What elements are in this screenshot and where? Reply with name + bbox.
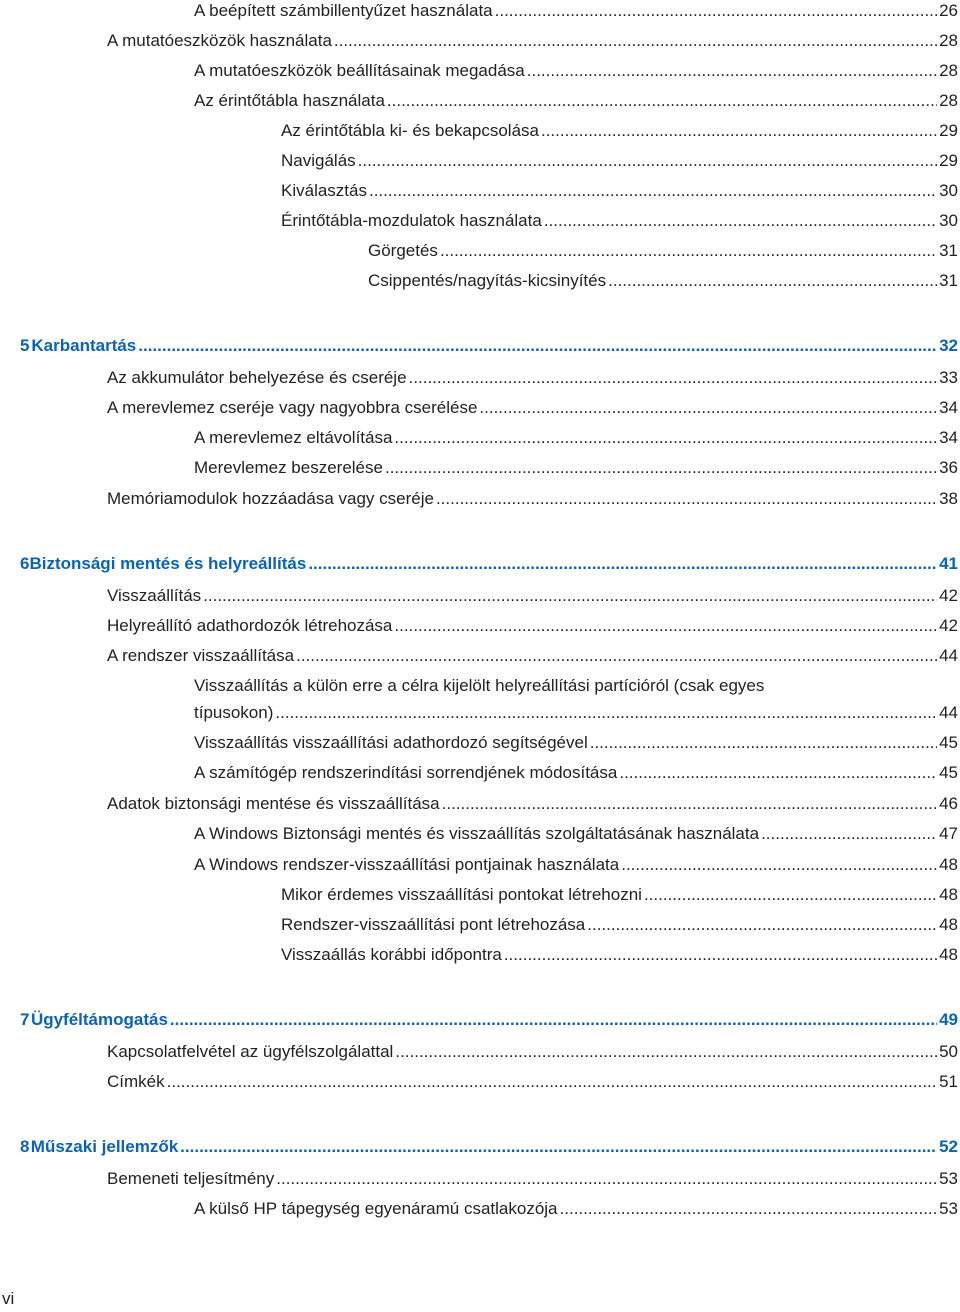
- toc-entry[interactable]: [107, 1071, 958, 1093]
- dot-leader: [495, 0, 937, 22]
- toc-page-number: 52: [939, 1137, 958, 1156]
- toc-entry[interactable]: [194, 0, 958, 22]
- toc-page-number: 50: [939, 1042, 958, 1061]
- toc-entry[interactable]: [194, 1198, 958, 1220]
- toc-entry[interactable]: [368, 270, 958, 292]
- toc-entry-title: Kapcsolatfelvétel az ügyfélszolgálattal: [107, 1042, 394, 1061]
- toc-entry-title: Bemeneti teljesítmény: [107, 1169, 275, 1188]
- dot-leader: [587, 914, 937, 936]
- chapter-number: 6: [20, 554, 30, 573]
- toc-entry[interactable]: [107, 645, 958, 667]
- toc-chapter[interactable]: [20, 1009, 958, 1031]
- toc-entry-title: Címkék: [107, 1072, 165, 1091]
- toc-entry[interactable]: [107, 30, 958, 52]
- toc-page-number: 28: [939, 61, 958, 80]
- dot-leader: [385, 457, 937, 479]
- toc-page-number: 48: [939, 945, 958, 964]
- toc-entry[interactable]: [281, 150, 958, 172]
- toc-entry[interactable]: [107, 397, 958, 419]
- toc-chapter[interactable]: [20, 1136, 958, 1158]
- dot-leader: [527, 60, 937, 82]
- page-number: vi: [2, 1289, 15, 1308]
- dot-leader: [394, 615, 937, 637]
- toc-entry-title: Ügyféltámogatás: [30, 1010, 168, 1029]
- toc-page-number: 53: [939, 1199, 958, 1218]
- toc-entry-title: Karbantartás: [31, 336, 137, 355]
- toc-entry-title: A beépített számbillentyűzet használata: [194, 1, 493, 20]
- toc-page-number: 46: [939, 794, 958, 813]
- toc-page-number: 32: [939, 336, 958, 355]
- toc-entry-title: Mikor érdemes visszaállítási pontokat létrehozni: [281, 885, 642, 904]
- toc-page-number: 28: [939, 91, 958, 110]
- toc-entry[interactable]: [281, 884, 958, 906]
- dot-leader: [387, 90, 937, 112]
- toc-page-number: 31: [939, 241, 958, 260]
- dot-leader: [608, 270, 937, 292]
- toc-entry-title: A számítógép rendszerindítási sorrendjének módosítása: [194, 763, 618, 782]
- dot-leader: [395, 1041, 937, 1063]
- toc-entry[interactable]: [194, 60, 958, 82]
- toc-entry-title: Adatok biztonsági mentése és visszaállítása: [107, 794, 440, 813]
- dot-leader: [203, 585, 937, 607]
- toc-entry-title-line: Visszaállítás a külön erre a célra kijelölt helyreállítási partícióról (csak egyes: [194, 676, 765, 695]
- toc-entry-title: Visszaállítás visszaállítási adathordozó segítségével: [194, 733, 588, 752]
- toc-entry-title: Műszaki jellemzők: [30, 1137, 179, 1156]
- toc-page-number: 36: [939, 458, 958, 477]
- toc-entry-title: A külső HP tápegység egyenáramú csatlakozója: [194, 1199, 558, 1218]
- toc-entry-title: Helyreállító adathordozók létrehozása: [107, 616, 393, 635]
- toc-page-number: 42: [939, 616, 958, 635]
- dot-leader: [275, 702, 937, 724]
- toc-entry-title: típusokon): [194, 703, 274, 722]
- dot-leader: [619, 762, 937, 784]
- toc-page-number: 34: [939, 428, 958, 447]
- toc-entry[interactable]: [107, 1041, 958, 1063]
- toc-page-number: 30: [939, 211, 958, 230]
- dot-leader: [334, 30, 937, 52]
- dot-leader: [180, 1136, 937, 1158]
- toc-entry-title: Visszaállás korábbi időpontra: [281, 945, 502, 964]
- toc-page-number: 48: [939, 885, 958, 904]
- dot-leader: [590, 732, 937, 754]
- toc-page-number: 34: [939, 398, 958, 417]
- toc-entry[interactable]: [368, 240, 958, 262]
- dot-leader: [409, 367, 938, 389]
- dot-leader: [436, 488, 937, 510]
- dot-leader: [170, 1009, 937, 1031]
- toc-page-number: 48: [939, 855, 958, 874]
- toc-entry[interactable]: [107, 585, 958, 607]
- toc-entry[interactable]: [107, 1168, 958, 1190]
- toc-entry-title: Az érintőtábla ki- és bekapcsolása: [281, 121, 539, 140]
- toc-entry[interactable]: [281, 120, 958, 142]
- dot-leader: [167, 1071, 937, 1093]
- dot-leader: [544, 210, 937, 232]
- toc-entry-title: A mutatóeszközök beállításainak megadása: [194, 61, 525, 80]
- toc-entry[interactable]: [107, 615, 958, 637]
- toc-entry[interactable]: [281, 944, 958, 966]
- toc-page-number: 45: [939, 763, 958, 782]
- toc-page-number: 30: [939, 181, 958, 200]
- toc-entry-title: Az akkumulátor behelyezése és cseréje: [107, 368, 407, 387]
- toc-page-number: 51: [939, 1072, 958, 1091]
- toc-entry[interactable]: [194, 823, 958, 845]
- toc-entry[interactable]: [194, 854, 958, 876]
- toc-page-number: 29: [939, 151, 958, 170]
- toc-page-number: 31: [939, 271, 958, 290]
- toc-page-number: 53: [939, 1169, 958, 1188]
- toc-entry[interactable]: [107, 367, 958, 389]
- toc-entry-title: Kiválasztás: [281, 181, 367, 200]
- toc-entry[interactable]: [194, 732, 958, 754]
- toc-page-number: 33: [939, 368, 958, 387]
- toc-page-number: 41: [939, 554, 958, 573]
- toc-page-number: 29: [939, 121, 958, 140]
- toc-entry-title: Memóriamodulok hozzáadása vagy cseréje: [107, 489, 434, 508]
- toc-entry[interactable]: [194, 762, 958, 784]
- toc-entry-title: Navigálás: [281, 151, 356, 170]
- toc-entry[interactable]: [281, 180, 958, 202]
- toc-page-number: 44: [939, 703, 958, 722]
- dot-leader: [308, 553, 937, 575]
- toc-entry[interactable]: [107, 488, 958, 510]
- toc-entry-title: A Windows Biztonsági mentés és visszaállítás szolgáltatásának használata: [194, 824, 760, 843]
- toc-page-number: 42: [939, 586, 958, 605]
- dot-leader: [541, 120, 937, 142]
- toc-entry-title: Rendszer-visszaállítási pont létrehozása: [281, 915, 586, 934]
- toc-entry[interactable]: [281, 210, 958, 232]
- dot-leader: [479, 397, 937, 419]
- toc-entry-title: Visszaállítás: [107, 586, 202, 605]
- toc-entry-title: A Windows rendszer-visszaállítási pontjainak használata: [194, 855, 620, 874]
- toc-page-number: 49: [939, 1010, 958, 1029]
- toc-entry-title: A merevlemez eltávolítása: [194, 428, 393, 447]
- toc-page-number: 47: [939, 824, 958, 843]
- toc-page-number: 45: [939, 733, 958, 752]
- dot-leader: [644, 884, 937, 906]
- dot-leader: [442, 793, 937, 815]
- chapter-number: 5: [20, 336, 30, 355]
- dot-leader: [394, 427, 937, 449]
- toc-page-number: 38: [939, 489, 958, 508]
- toc-entry[interactable]: [194, 457, 958, 479]
- toc-entry-title: Csippentés/nagyítás-kicsinyítés: [368, 271, 607, 290]
- toc-chapter[interactable]: [20, 335, 958, 357]
- toc-entry-title: A mutatóeszközök használata: [107, 31, 332, 50]
- toc-entry[interactable]: [281, 914, 958, 936]
- toc-entry[interactable]: [107, 793, 958, 815]
- toc-entry[interactable]: [194, 427, 958, 449]
- dot-leader: [276, 1168, 937, 1190]
- chapter-number: 8: [20, 1137, 30, 1156]
- toc-entry-title: Érintőtábla-mozdulatok használata: [281, 211, 542, 230]
- toc-entry-title: A rendszer visszaállítása: [107, 646, 295, 665]
- dot-leader: [296, 645, 937, 667]
- dot-leader: [440, 240, 937, 262]
- toc-entry[interactable]: [194, 90, 958, 112]
- dot-leader: [358, 150, 937, 172]
- toc-entry-title: Az érintőtábla használata: [194, 91, 385, 110]
- toc-page-number: 26: [939, 1, 958, 20]
- toc-entry-title: Merevlemez beszerelése: [194, 458, 383, 477]
- toc-entry-title: Biztonsági mentés és helyreállítás: [29, 554, 307, 573]
- toc-entry-title: Görgetés: [368, 241, 438, 260]
- dot-leader: [621, 854, 937, 876]
- dot-leader: [138, 335, 937, 357]
- toc-chapter[interactable]: [20, 553, 958, 575]
- toc-page-number: 48: [939, 915, 958, 934]
- toc-entry-title: A merevlemez cseréje vagy nagyobbra cserélése: [107, 398, 478, 417]
- toc-page-number: 44: [939, 646, 958, 665]
- dot-leader: [761, 823, 937, 845]
- toc-entry[interactable]: [194, 675, 958, 724]
- dot-leader: [560, 1198, 938, 1220]
- dot-leader: [504, 944, 937, 966]
- chapter-number: 7: [20, 1010, 30, 1029]
- dot-leader: [369, 180, 937, 202]
- toc-page-number: 28: [939, 31, 958, 50]
